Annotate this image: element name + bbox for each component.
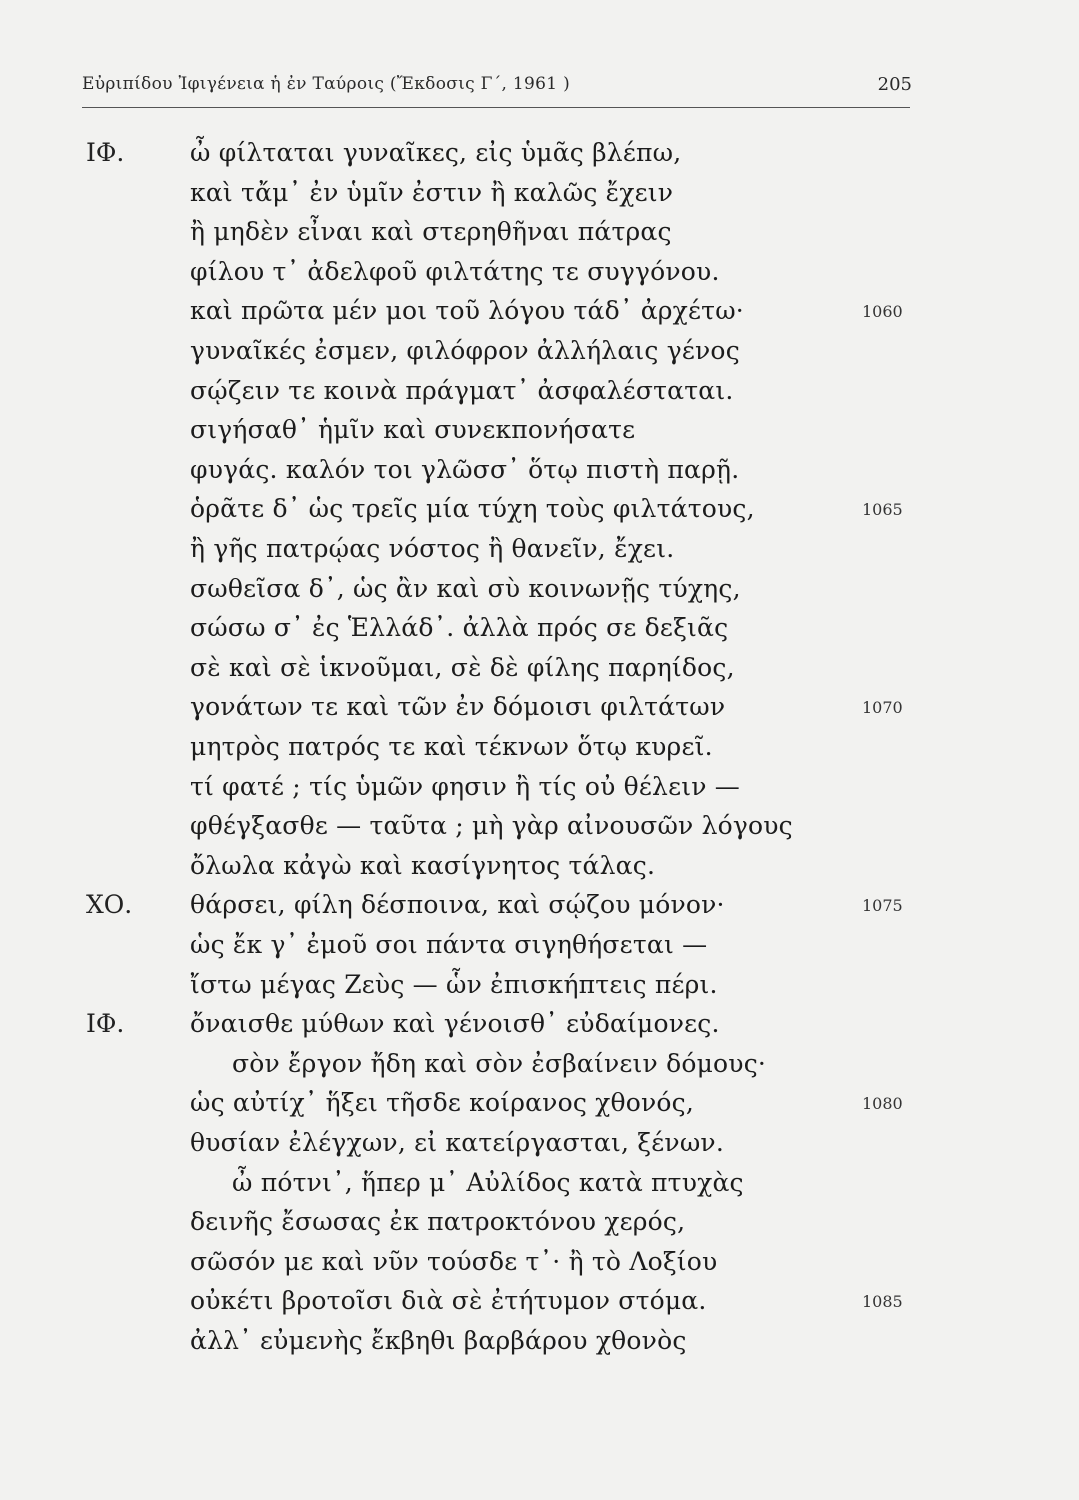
- verse-text: σὲ καὶ σὲ ἱκνοῦμαι, σὲ δὲ φίλης παρηίδος,: [190, 652, 735, 682]
- verse-line: [0, 613, 1079, 653]
- header-divider: [82, 107, 910, 108]
- verse-text: μητρὸς πατρός τε καὶ τέκνων ὅτῳ κυρεῖ.: [190, 732, 713, 761]
- verse-line: [0, 455, 1079, 495]
- verse-line: [0, 534, 1079, 574]
- verse-text: ὡς αὐτίχ᾽ ἥξει τῆσδε κοίρανος χθονός,: [190, 1088, 695, 1118]
- verse-text: ὦ φίλταται γυναῖκες, εἰς ὑμᾶς βλέπω,: [190, 138, 682, 167]
- verse-line: [0, 653, 1079, 693]
- verse-text: φθέγξασθε — ταῦτα ; μὴ γὰρ αἰνουσῶν λόγους: [190, 811, 793, 841]
- speaker-label: ΙΦ.: [86, 138, 125, 167]
- header-title: Εὐριπίδου Ἰφιγένεια ἡ ἐν Ταύροις (Ἔκδοσις Γ΄, 1961 ): [82, 74, 571, 94]
- verse-text: καὶ πρῶτα μέν μοι τοῦ λόγου τάδ᾽ ἀρχέτω·: [190, 296, 744, 326]
- verse-text: τί φατέ ; τίς ὑμῶν φησιν ἢ τίς οὐ θέλειν —: [190, 771, 740, 801]
- verse-line: [0, 772, 1079, 812]
- verse-text: φυγάς. καλόν τοι γλῶσσ᾽ ὅτῳ πιστὴ παρῇ.: [190, 454, 740, 484]
- verse-line: [0, 494, 1079, 534]
- verse-line: [0, 1247, 1079, 1287]
- verse-line: [0, 1088, 1079, 1128]
- verse-text: σῴζειν τε κοινὰ πράγματ᾽ ἀσφαλέσταται.: [190, 375, 734, 405]
- verse-line: [0, 415, 1079, 455]
- verse-line: [0, 732, 1079, 772]
- line-number: 1075: [862, 896, 903, 916]
- verse-text: ὄναισθε μύθων καὶ γένοισθ᾽ εὐδαίμονες.: [190, 1009, 720, 1039]
- verse-line: [0, 257, 1079, 297]
- verse-text: σῶσόν με καὶ νῦν τούσδε τ᾽· ἢ τὸ Λοξίου: [190, 1246, 718, 1276]
- verse-line: [0, 1286, 1079, 1326]
- line-number: 1060: [862, 302, 903, 322]
- verse-line: [0, 1207, 1079, 1247]
- line-number: 1065: [862, 500, 903, 520]
- verse-text: θυσίαν ἐλέγχων, εἰ κατείργασται, ξένων.: [190, 1128, 724, 1157]
- verse-line: [0, 930, 1079, 970]
- running-header: [82, 74, 912, 104]
- verse-line: [0, 138, 1079, 178]
- verse-line: [0, 811, 1079, 851]
- verse-line: [0, 1009, 1079, 1049]
- line-number: 1080: [862, 1094, 903, 1114]
- verse-text: ὡς ἔκ γ᾽ ἐμοῦ σοι πάντα σιγηθήσεται —: [190, 930, 708, 959]
- verse-text: σωθεῖσα δ᾽, ὡς ἂν καὶ σὺ κοινωνῇς τύχης,: [190, 573, 741, 603]
- verse-text: σὸν ἔργον ἤδη καὶ σὸν ἐσβαίνειν δόμους·: [232, 1048, 767, 1078]
- verse-line: [0, 851, 1079, 891]
- verse-text: ἢ μηδὲν εἶναι καὶ στερηθῆναι πάτρας: [190, 217, 672, 247]
- verse-text: γονάτων τε καὶ τῶν ἐν δόμοισι φιλτάτων: [190, 692, 726, 722]
- verse-text: σώσω σ᾽ ἐς Ἑλλάδ᾽. ἀλλὰ πρός σε δεξιᾶς: [190, 613, 729, 643]
- verse-text: οὐκέτι βροτοῖσι διὰ σὲ ἐτήτυμον στόμα.: [190, 1286, 707, 1316]
- verse-text: ἀλλ᾽ εὐμενὴς ἔκβηθι βαρβάρου χθονὸς: [190, 1326, 687, 1355]
- verse-line: [0, 296, 1079, 336]
- verse-line: [0, 574, 1079, 614]
- verse-line: [0, 1326, 1079, 1366]
- verse-text: ὦ πότνι᾽, ἥπερ μ᾽ Αὐλίδος κατὰ πτυχὰς: [232, 1167, 744, 1197]
- verse-line: [0, 217, 1079, 257]
- verse-text: φίλου τ᾽ ἀδελφοῦ φιλτάτης τε συγγόνου.: [190, 256, 720, 286]
- page-number: 205: [877, 74, 912, 95]
- verse-line: [0, 1128, 1079, 1168]
- verse-text: ὁρᾶτε δ᾽ ὡς τρεῖς μία τύχη τοὺς φιλτάτους,: [190, 494, 755, 524]
- speaker-label: ΙΦ.: [86, 1009, 125, 1039]
- verse-text: ὄλωλα κἀγὼ καὶ κασίγνητος τάλας.: [190, 850, 656, 880]
- verse-text: γυναῖκές ἐσμεν, φιλόφρον ἀλλήλαις γένος: [190, 336, 740, 365]
- verse-text: καὶ τἄμ᾽ ἐν ὑμῖν ἐστιν ἢ καλῶς ἔχειν: [190, 177, 674, 207]
- verse-line: [0, 692, 1079, 732]
- verse-text: σιγήσαθ᾽ ἡμῖν καὶ συνεκπονήσατε: [190, 415, 636, 445]
- verse-line: [0, 178, 1079, 218]
- verse-line: [0, 890, 1079, 930]
- verse-line: [0, 1168, 1079, 1208]
- verse-line: [0, 376, 1079, 416]
- verse-text: δεινῆς ἔσωσας ἐκ πατροκτόνου χερός,: [190, 1207, 686, 1237]
- verse-text: ἴστω μέγας Ζεὺς — ὧν ἐπισκήπτεις πέρι.: [190, 969, 718, 999]
- verse-text: θάρσει, φίλη δέσποινα, καὶ σῴζου μόνον·: [190, 890, 725, 920]
- verse-text: ἢ γῆς πατρῴας νόστος ἢ θανεῖν, ἔχει.: [190, 534, 675, 563]
- line-number: 1070: [862, 698, 903, 718]
- verse-line: [0, 970, 1079, 1010]
- verse-line: [0, 1049, 1079, 1089]
- verse-line: [0, 336, 1079, 376]
- speaker-label: ΧΟ.: [86, 890, 133, 920]
- line-number: 1085: [862, 1292, 903, 1312]
